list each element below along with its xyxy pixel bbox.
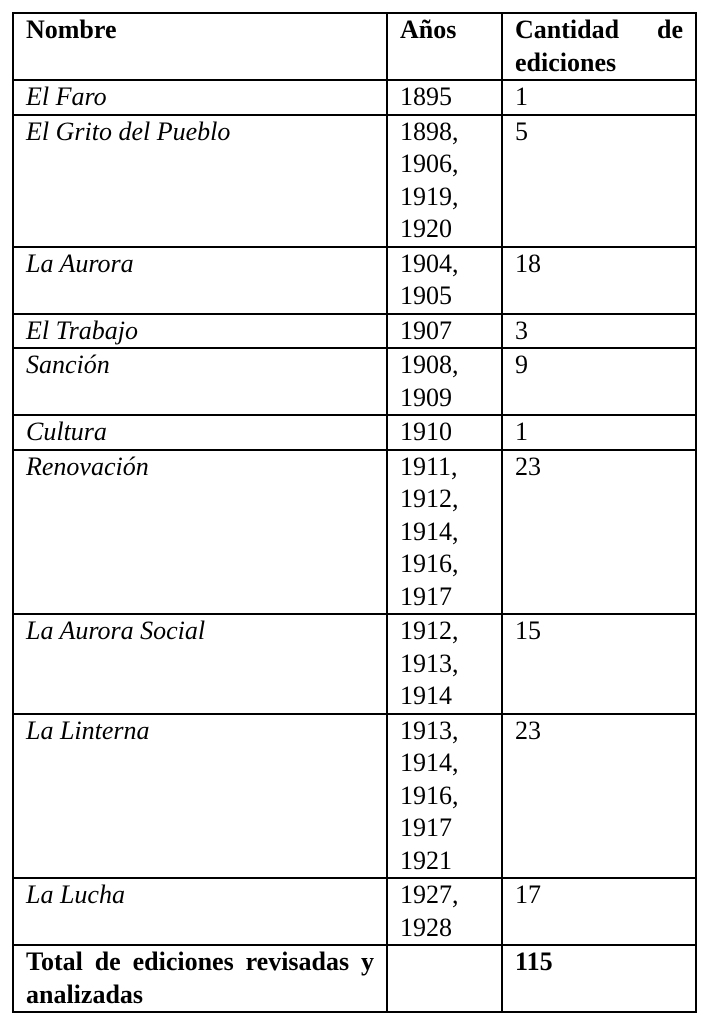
row-name: Renovación	[13, 450, 387, 615]
row-name: El Grito del Pueblo	[13, 115, 387, 247]
row-name: La Linterna	[13, 714, 387, 879]
row-editions: 5	[502, 115, 696, 247]
header-name: Nombre	[13, 13, 387, 80]
header-editions-word3: ediciones	[515, 47, 617, 77]
table-row	[13, 415, 696, 450]
table-row	[13, 714, 696, 879]
table-row	[13, 247, 696, 314]
row-editions: 18	[502, 247, 696, 314]
row-editions: 23	[502, 714, 696, 879]
row-name: La Lucha	[13, 878, 387, 945]
editions-table	[12, 12, 697, 1013]
row-editions: 1	[502, 80, 696, 115]
row-editions: 9	[502, 348, 696, 415]
row-name: El Trabajo	[13, 314, 387, 349]
row-name: La Aurora	[13, 247, 387, 314]
row-editions: 1	[502, 415, 696, 450]
row-years: 1913, 1914, 1916, 1917 1921	[387, 714, 502, 879]
header-years: Años	[387, 13, 502, 80]
row-years: 1911, 1912, 1914, 1916, 1917	[387, 450, 502, 615]
table-row	[13, 450, 696, 615]
row-years: 1908, 1909	[387, 348, 502, 415]
row-years: 1907	[387, 314, 502, 349]
table-row	[13, 115, 696, 247]
row-name: Cultura	[13, 415, 387, 450]
table-row	[13, 348, 696, 415]
header-row	[13, 13, 696, 80]
row-years: 1898, 1906, 1919, 1920	[387, 115, 502, 247]
row-years: 1904, 1905	[387, 247, 502, 314]
table-row	[13, 80, 696, 115]
row-editions: 3	[502, 314, 696, 349]
row-name: El Faro	[13, 80, 387, 115]
total-label: Total de ediciones revisadas y analizadas	[13, 945, 387, 1012]
row-editions: 23	[502, 450, 696, 615]
row-name: La Aurora Social	[13, 614, 387, 714]
row-years: 1912, 1913, 1914	[387, 614, 502, 714]
header-editions-word1: Cantidad	[515, 15, 620, 44]
table-row	[13, 878, 696, 945]
header-editions	[502, 13, 696, 80]
table-row	[13, 314, 696, 349]
row-editions: 15	[502, 614, 696, 714]
row-editions: 17	[502, 878, 696, 945]
row-years: 1927, 1928	[387, 878, 502, 945]
row-years: 1910	[387, 415, 502, 450]
total-years	[387, 945, 502, 1012]
table-row	[13, 614, 696, 714]
total-row	[13, 945, 696, 1012]
header-editions-word2: de	[657, 15, 683, 44]
row-name: Sanción	[13, 348, 387, 415]
total-editions: 115	[502, 945, 696, 1012]
row-years: 1895	[387, 80, 502, 115]
